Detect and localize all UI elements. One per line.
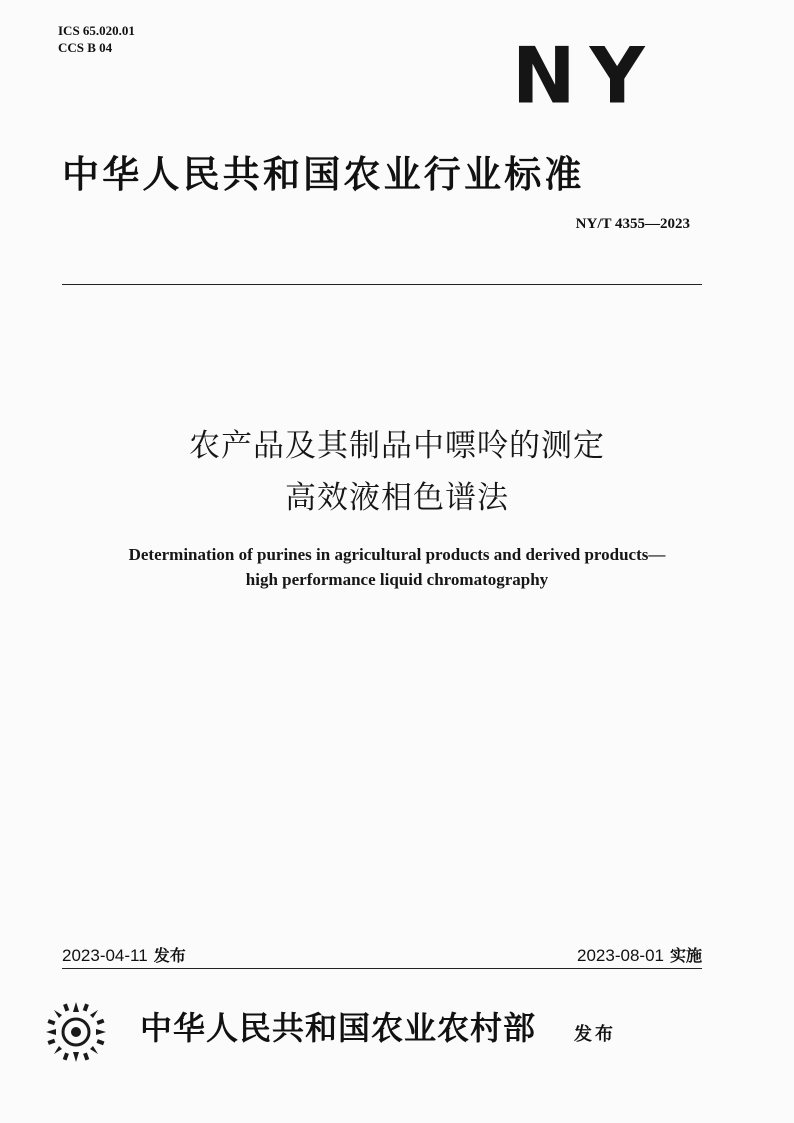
title-chinese-line-1: 农产品及其制品中嘌呤的测定 <box>189 428 605 464</box>
standard-mark: NY <box>512 30 659 121</box>
footer-divider <box>62 968 702 969</box>
issue-label: 发布 <box>153 946 186 965</box>
standard-number: NY/T 4355—2023 <box>575 216 690 232</box>
title-chinese-line-2: 高效液相色谱法 <box>285 480 509 516</box>
implement-date-block <box>577 943 702 966</box>
classification-codes <box>58 22 135 56</box>
title-english-line-1: Determination of purines in agricultural products and derived products— <box>128 545 666 564</box>
ics-code: ICS 65.020.01 <box>58 23 135 38</box>
publish-label: 发布 <box>574 1024 616 1045</box>
title-english-line-2: high performance liquid chromatography <box>245 570 549 589</box>
publisher-name: 中华人民共和国农业农村部 <box>140 1009 537 1047</box>
header-divider <box>62 284 702 285</box>
implement-date: 2023-08-01 <box>577 946 664 965</box>
issue-date-block <box>62 943 186 966</box>
ministry-emblem-icon <box>44 1000 108 1064</box>
issue-date: 2023-04-11 <box>62 946 148 965</box>
ccs-code: CCS B 04 <box>58 40 113 55</box>
implement-label: 实施 <box>669 946 702 965</box>
standard-category-title: 中华人民共和国农业行业标准 <box>62 153 585 196</box>
